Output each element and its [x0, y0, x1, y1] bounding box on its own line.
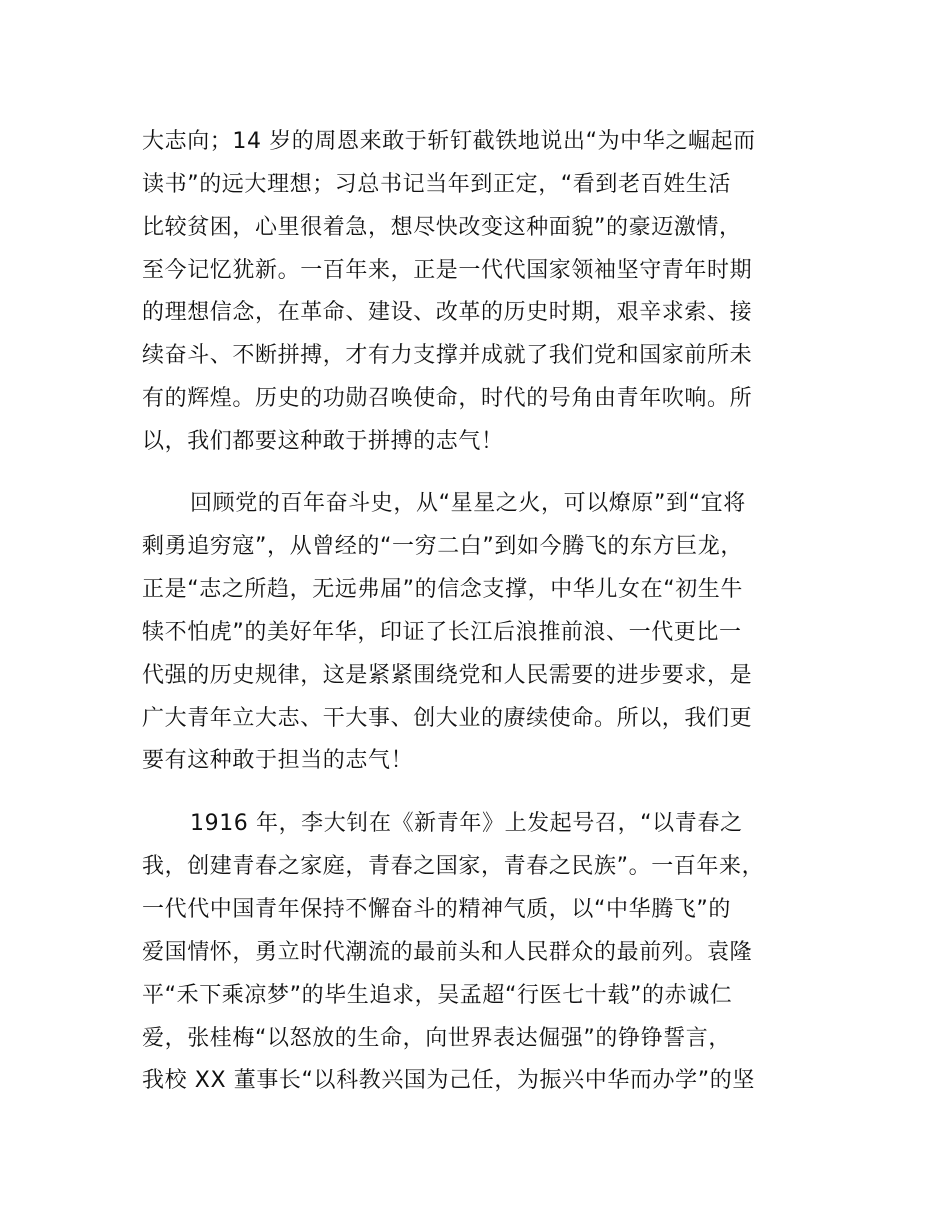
paragraph-1-line-5: 的理想信念，在革命、建设、改革的历史时期，艰辛求索、接	[142, 300, 753, 325]
paragraph-3-line-4: 爱国情怀，勇立时代潮流的最前头和人民群众的最前列。袁隆	[142, 940, 753, 965]
paragraph-2-line-3: 正是“志之所趋，无远弗届”的信念支撑，中华儿女在“初生牛	[142, 577, 743, 602]
paragraph-2-line-7: 要有这种敢于担当的志气！	[142, 748, 414, 773]
paragraph-1-line-4: 至今记忆犹新。一百年来，正是一代代国家领袖坚守青年时期	[142, 258, 753, 283]
paragraph-2-line-1: 回顾党的百年奋斗史，从“星星之火，可以燎原”到“宜将	[190, 491, 746, 516]
paragraph-3-line-7: 我校 XX 董事长“以科教兴国为己任，为振兴中华而办学”的坚	[142, 1068, 755, 1093]
paragraph-2-line-6: 广大青年立大志、干大事、创大业的赓续使命。所以，我们更	[142, 706, 753, 731]
paragraph-3-line-2: 我，创建青春之家庭，青春之国家，青春之民族”。一百年来，	[142, 854, 765, 879]
paragraph-1-line-6: 续奋斗、不断拼搏，才有力支撑并成就了我们党和国家前所未	[142, 343, 753, 368]
paragraph-2-line-5: 代强的历史规律，这是紧紧围绕党和人民需要的进步要求，是	[142, 663, 753, 688]
paragraph-2-line-2: 剩勇追穷寇”，从曾经的“一穷二白”到如今腾飞的东方巨龙，	[142, 534, 743, 559]
paragraph-3-line-5: 平“禾下乘凉梦”的毕生追求，吴孟超“行医七十载”的赤诚仁	[142, 983, 733, 1008]
paragraph-3-line-3: 一代代中国青年保持不懈奋斗的精神气质，以“中华腾飞”的	[142, 897, 731, 922]
paragraph-3-line-6: 爱，张桂梅“以怒放的生命，向世界表达倔强”的铮铮誓言，	[142, 1026, 731, 1051]
paragraph-1-line-7: 有的辉煌。历史的功勋召唤使命，时代的号角由青年吹响。所	[142, 386, 753, 411]
paragraph-3-line-1: 1916 年，李大钊在《新青年》上发起号召，“以青春之	[190, 811, 743, 836]
paragraph-1-line-8: 以，我们都要这种敢于拼搏的志气！	[142, 429, 504, 454]
paragraph-2-line-4: 犊不怕虎”的美好年华，印证了长江后浪推前浪、一代更比一	[142, 620, 742, 645]
paragraph-1-line-2: 读书”的远大理想；习总书记当年到正定，“看到老百姓生活	[142, 172, 731, 197]
paragraph-1-line-1: 大志向；14 岁的周恩来敢于斩钉截铁地说出“为中华之崛起而	[142, 129, 756, 154]
paragraph-1-line-3: 比较贫困，心里很着急，想尽快改变这种面貌”的豪迈激情，	[142, 215, 742, 240]
